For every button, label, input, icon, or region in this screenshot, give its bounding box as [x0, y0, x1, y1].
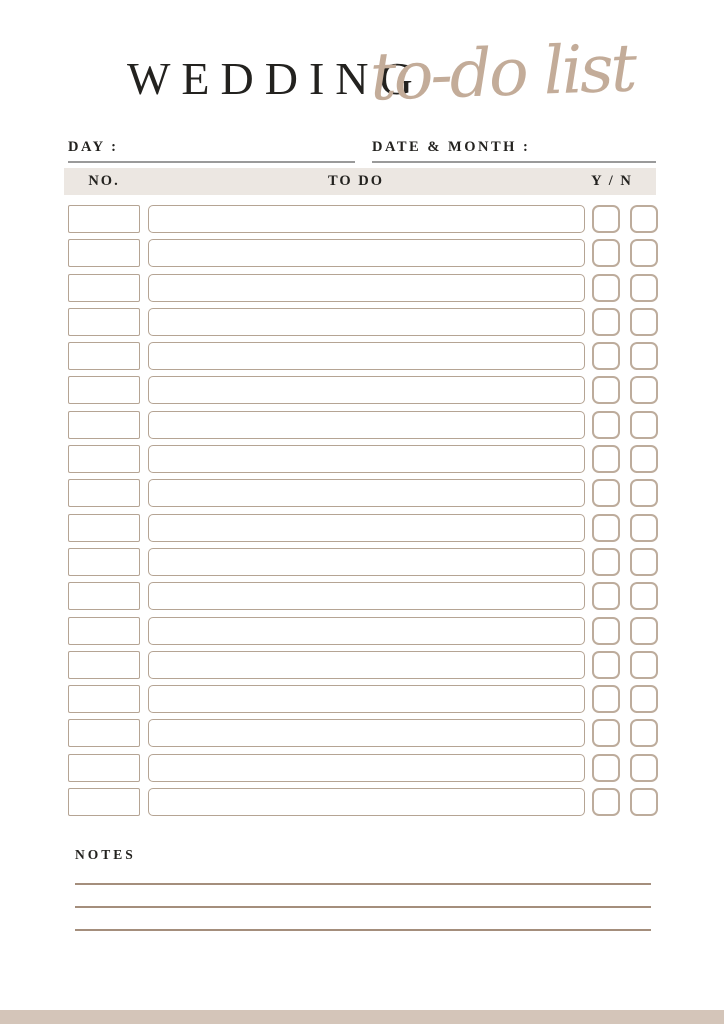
todo-row	[68, 342, 658, 370]
row-checkbox-yes[interactable]	[592, 582, 620, 610]
row-todo-box[interactable]	[148, 376, 585, 404]
page-subtitle-script: to-do list	[368, 29, 636, 116]
row-todo-box[interactable]	[148, 719, 585, 747]
row-todo-box[interactable]	[148, 342, 585, 370]
notes-line[interactable]	[75, 906, 651, 908]
row-checkbox-no[interactable]	[630, 788, 658, 816]
notes-label: NOTES	[75, 847, 136, 862]
row-number-box[interactable]	[68, 788, 140, 816]
table-header-bar	[64, 168, 656, 195]
todo-row	[68, 617, 658, 645]
row-todo-box[interactable]	[148, 754, 585, 782]
row-checkbox-no[interactable]	[630, 411, 658, 439]
day-label: DAY :	[68, 139, 119, 155]
todo-row	[68, 582, 658, 610]
row-checkbox-yes[interactable]	[592, 411, 620, 439]
row-checkbox-yes[interactable]	[592, 754, 620, 782]
row-checkbox-yes[interactable]	[592, 274, 620, 302]
row-number-box[interactable]	[68, 514, 140, 542]
row-todo-box[interactable]	[148, 685, 585, 713]
row-number-box[interactable]	[68, 582, 140, 610]
row-todo-box[interactable]	[148, 514, 585, 542]
todo-row	[68, 548, 658, 576]
row-checkbox-yes[interactable]	[592, 239, 620, 267]
row-checkbox-yes[interactable]	[592, 205, 620, 233]
row-checkbox-no[interactable]	[630, 617, 658, 645]
row-number-box[interactable]	[68, 685, 140, 713]
row-todo-box[interactable]	[148, 582, 585, 610]
row-checkbox-no[interactable]	[630, 239, 658, 267]
row-checkbox-yes[interactable]	[592, 445, 620, 473]
row-checkbox-yes[interactable]	[592, 548, 620, 576]
row-checkbox-no[interactable]	[630, 376, 658, 404]
todo-row	[68, 788, 658, 816]
date-month-label: DATE & MONTH :	[372, 139, 531, 155]
notes-line[interactable]	[75, 929, 651, 931]
row-checkbox-yes[interactable]	[592, 651, 620, 679]
todo-row	[68, 685, 658, 713]
row-checkbox-yes[interactable]	[592, 376, 620, 404]
notes-line[interactable]	[75, 883, 651, 885]
row-checkbox-no[interactable]	[630, 514, 658, 542]
row-checkbox-yes[interactable]	[592, 342, 620, 370]
row-todo-box[interactable]	[148, 479, 585, 507]
column-header-todo: TO DO	[327, 173, 385, 189]
row-number-box[interactable]	[68, 411, 140, 439]
row-checkbox-no[interactable]	[630, 308, 658, 336]
row-todo-box[interactable]	[148, 205, 585, 233]
todo-row	[68, 239, 658, 267]
row-checkbox-no[interactable]	[630, 754, 658, 782]
row-todo-box[interactable]	[148, 445, 585, 473]
todo-rows	[68, 205, 658, 822]
row-number-box[interactable]	[68, 479, 140, 507]
column-header-yn: Y / N	[591, 173, 633, 189]
todo-row	[68, 754, 658, 782]
todo-row	[68, 308, 658, 336]
row-number-box[interactable]	[68, 274, 140, 302]
row-number-box[interactable]	[68, 308, 140, 336]
row-checkbox-no[interactable]	[630, 582, 658, 610]
row-checkbox-no[interactable]	[630, 205, 658, 233]
row-number-box[interactable]	[68, 376, 140, 404]
row-number-box[interactable]	[68, 239, 140, 267]
todo-row	[68, 376, 658, 404]
todo-row	[68, 719, 658, 747]
row-checkbox-yes[interactable]	[592, 788, 620, 816]
page-title: WEDDING	[127, 53, 424, 104]
day-field[interactable]	[68, 138, 355, 163]
row-checkbox-yes[interactable]	[592, 308, 620, 336]
row-number-box[interactable]	[68, 205, 140, 233]
notes-lines	[75, 883, 651, 952]
todo-row	[68, 514, 658, 542]
row-todo-box[interactable]	[148, 274, 585, 302]
todo-row	[68, 651, 658, 679]
row-todo-box[interactable]	[148, 548, 585, 576]
row-number-box[interactable]	[68, 617, 140, 645]
todo-row	[68, 479, 658, 507]
row-number-box[interactable]	[68, 342, 140, 370]
footer-accent-bar	[0, 1010, 724, 1024]
row-number-box[interactable]	[68, 445, 140, 473]
row-checkbox-no[interactable]	[630, 445, 658, 473]
row-todo-box[interactable]	[148, 617, 585, 645]
row-todo-box[interactable]	[148, 308, 585, 336]
row-checkbox-no[interactable]	[630, 548, 658, 576]
todo-row	[68, 274, 658, 302]
column-header-no: NO.	[88, 173, 120, 189]
todo-row	[68, 411, 658, 439]
row-number-box[interactable]	[68, 719, 140, 747]
row-checkbox-no[interactable]	[630, 651, 658, 679]
row-number-box[interactable]	[68, 548, 140, 576]
row-todo-box[interactable]	[148, 239, 585, 267]
todo-row	[68, 205, 658, 233]
row-todo-box[interactable]	[148, 788, 585, 816]
row-checkbox-no[interactable]	[630, 685, 658, 713]
row-checkbox-no[interactable]	[630, 274, 658, 302]
row-checkbox-no[interactable]	[630, 479, 658, 507]
row-todo-box[interactable]	[148, 411, 585, 439]
row-checkbox-no[interactable]	[630, 719, 658, 747]
row-number-box[interactable]	[68, 651, 140, 679]
row-number-box[interactable]	[68, 754, 140, 782]
date-month-field[interactable]	[372, 138, 656, 163]
todo-row	[68, 445, 658, 473]
row-checkbox-yes[interactable]	[592, 685, 620, 713]
row-checkbox-yes[interactable]	[592, 719, 620, 747]
row-todo-box[interactable]	[148, 651, 585, 679]
row-checkbox-yes[interactable]	[592, 479, 620, 507]
row-checkbox-yes[interactable]	[592, 617, 620, 645]
row-checkbox-yes[interactable]	[592, 514, 620, 542]
row-checkbox-no[interactable]	[630, 342, 658, 370]
